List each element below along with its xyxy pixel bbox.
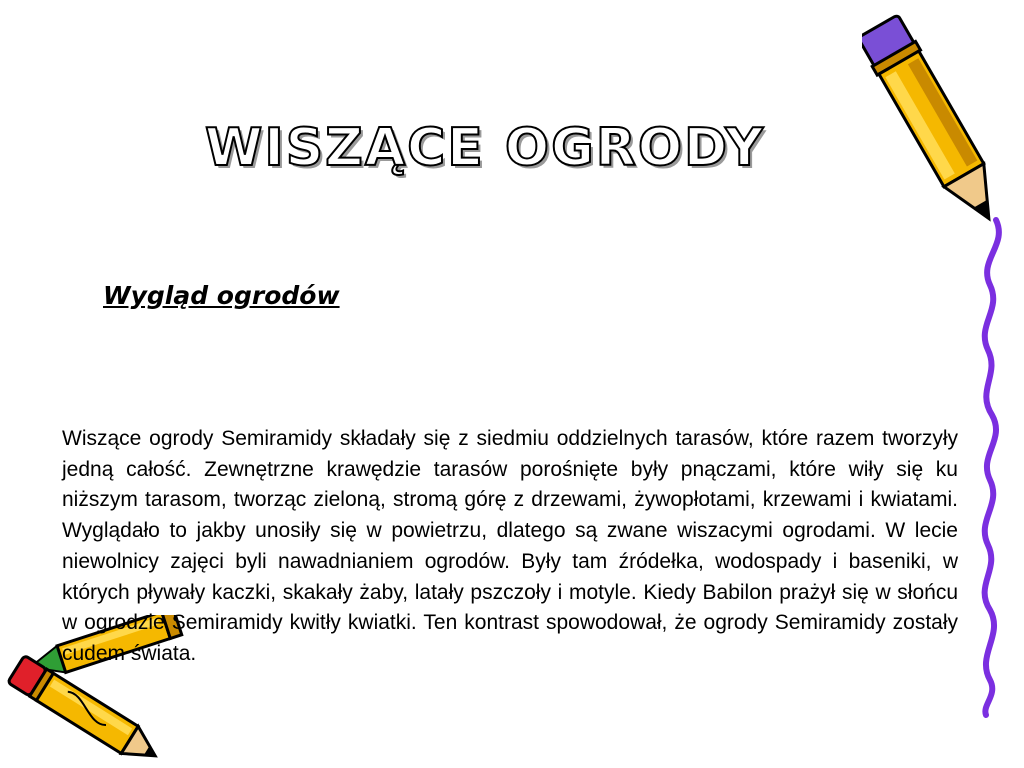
pencil-icon [862, 2, 1002, 242]
squiggle-line-icon [968, 215, 1008, 720]
body-paragraph: Wiszące ogrody Semiramidy składały się z siedmiu oddzielnych tarasów, które razem tworzyły jedną całość. Zewnętrzne krawędzie tarasów porośnięte były pnączami, które wiły się ku niższym tarasom, tworząc zieloną, stromą górę z drzewami, żywopłotami, krzewami i kwiatami. Wyglądało to jakby unosiły się w powietrzu, dlatego są zwane wiszacymi ogrodami. W lecie niewolnicy zajęci byli nawadnianiem ogrodów. Były tam źródełka, wodospady i baseniki, w których pływały kaczki, skakały żaby, latały pszczoły i motyle. Kiedy Babilon prażył się w słońcu w ogrodzie Semiramidy kwitły kwiatki. Ten kontrast spowodował, że ogrody Semiramidy zostały cudem świata. [62, 427, 958, 665]
slide-title: WISZĄCE OGRODY [205, 118, 766, 178]
slide-subtitle: Wygląd ogrodów [103, 281, 340, 310]
